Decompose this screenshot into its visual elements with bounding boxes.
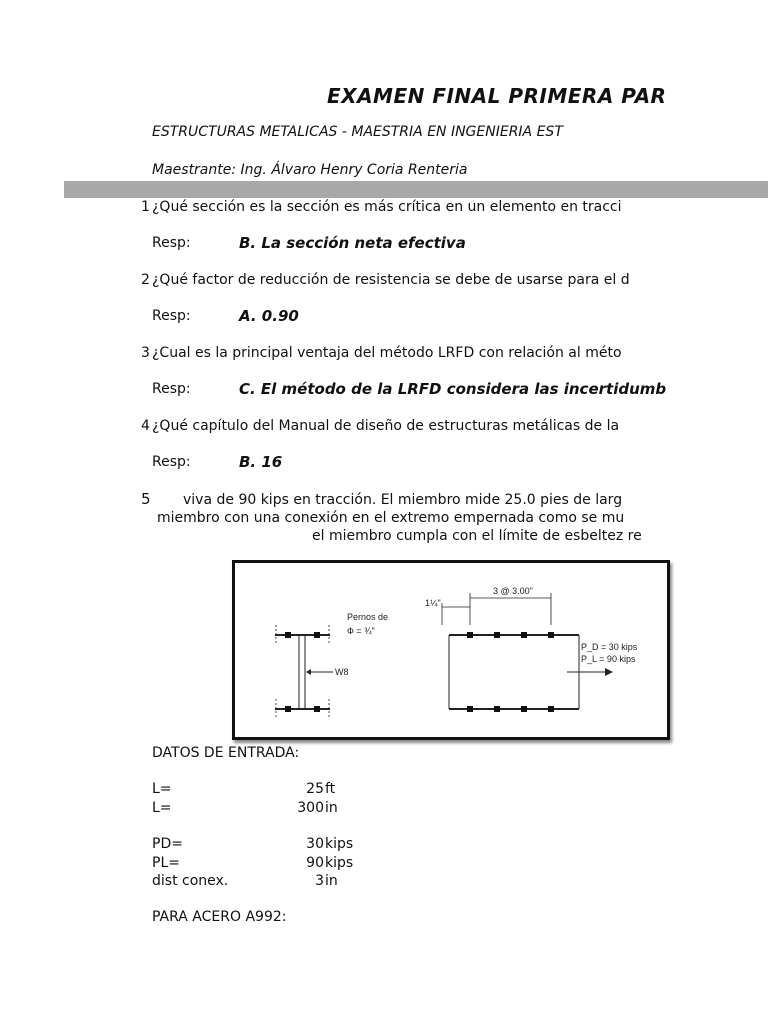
question-number: 3 [141,345,150,361]
dimension-lines [442,593,551,625]
input-value: 300 [297,800,324,816]
input-unit: kips [325,855,354,871]
resp-label: Resp: [152,235,191,251]
question-number: 4 [141,418,150,434]
live-load-label: P_L = 90 kips [581,654,636,664]
question-number: 1 [141,199,150,215]
page-title: EXAMEN FINAL PRIMERA PAR [327,84,667,108]
answer-text: C. El método de la LRFD considera las incertidumb [239,380,667,398]
input-unit: in [325,873,338,889]
resp-label: Resp: [152,308,191,324]
question-number: 2 [141,272,150,288]
load-arrow-head [605,668,613,676]
answer-text: B. 16 [239,453,283,471]
section-label: W8 [335,667,349,677]
dead-load-label: P_D = 30 kips [581,642,638,652]
input-label: PL= [152,855,180,871]
input-value: 25 [306,781,324,797]
input-label: dist conex. [152,873,229,889]
bolts-label: Pernos de [347,612,389,622]
problem-text-line-3: el miembro cumpla con el límite de esbeltez re [312,528,642,544]
resp-label: Resp: [152,454,191,470]
steel-heading: PARA ACERO A992: [152,909,287,925]
answer-text: A. 0.90 [239,307,299,325]
answer-text: B. La sección neta efectiva [239,234,466,252]
elevation-drawing [449,635,579,709]
student-name: Maestrante: Ing. Álvaro Henry Coria Renteria [152,162,468,178]
connection-diagram [235,563,667,737]
question-text: ¿Cual es la principal ventaja del método LRFD con relación al méto [152,345,622,361]
bolt-marks-elevation [467,632,554,712]
bolt-spacing-label: 3 @ 3.00" [493,586,533,596]
input-unit: kips [325,836,354,852]
question-text: ¿Qué sección es la sección es más crítica en un elemento en tracci [152,199,622,215]
problem-text-line-1: viva de 90 kips en tracción. El miembro mide 25.0 pies de larg [183,492,623,508]
input-unit: ft [325,781,336,797]
connection-figure [232,560,670,740]
input-label: L= [152,800,172,816]
bolts-diameter: Ф = ¾" [347,626,375,636]
input-value: 3 [315,873,324,889]
input-label: PD= [152,836,183,852]
input-unit: in [325,800,338,816]
edge-distance-label: 1¼" [425,598,441,608]
input-value: 30 [306,836,324,852]
resp-label: Resp: [152,381,191,397]
problem-number: 5 [141,490,151,508]
input-value: 90 [306,855,324,871]
problem-text-line-2: miembro con una conexión en el extremo empernada como se mu [157,510,625,526]
w8-leader-arrow [306,669,311,675]
input-label: L= [152,781,172,797]
question-text: ¿Qué capítulo del Manual de diseño de estructuras metálicas de la [152,418,620,434]
gray-divider-band [64,181,768,198]
course-subtitle: ESTRUCTURAS METALICAS - MAESTRIA EN INGENIERIA EST [152,124,563,140]
inputs-heading: DATOS DE ENTRADA: [152,745,300,761]
question-text: ¿Qué factor de reducción de resistencia se debe de usarse para el d [152,272,630,288]
